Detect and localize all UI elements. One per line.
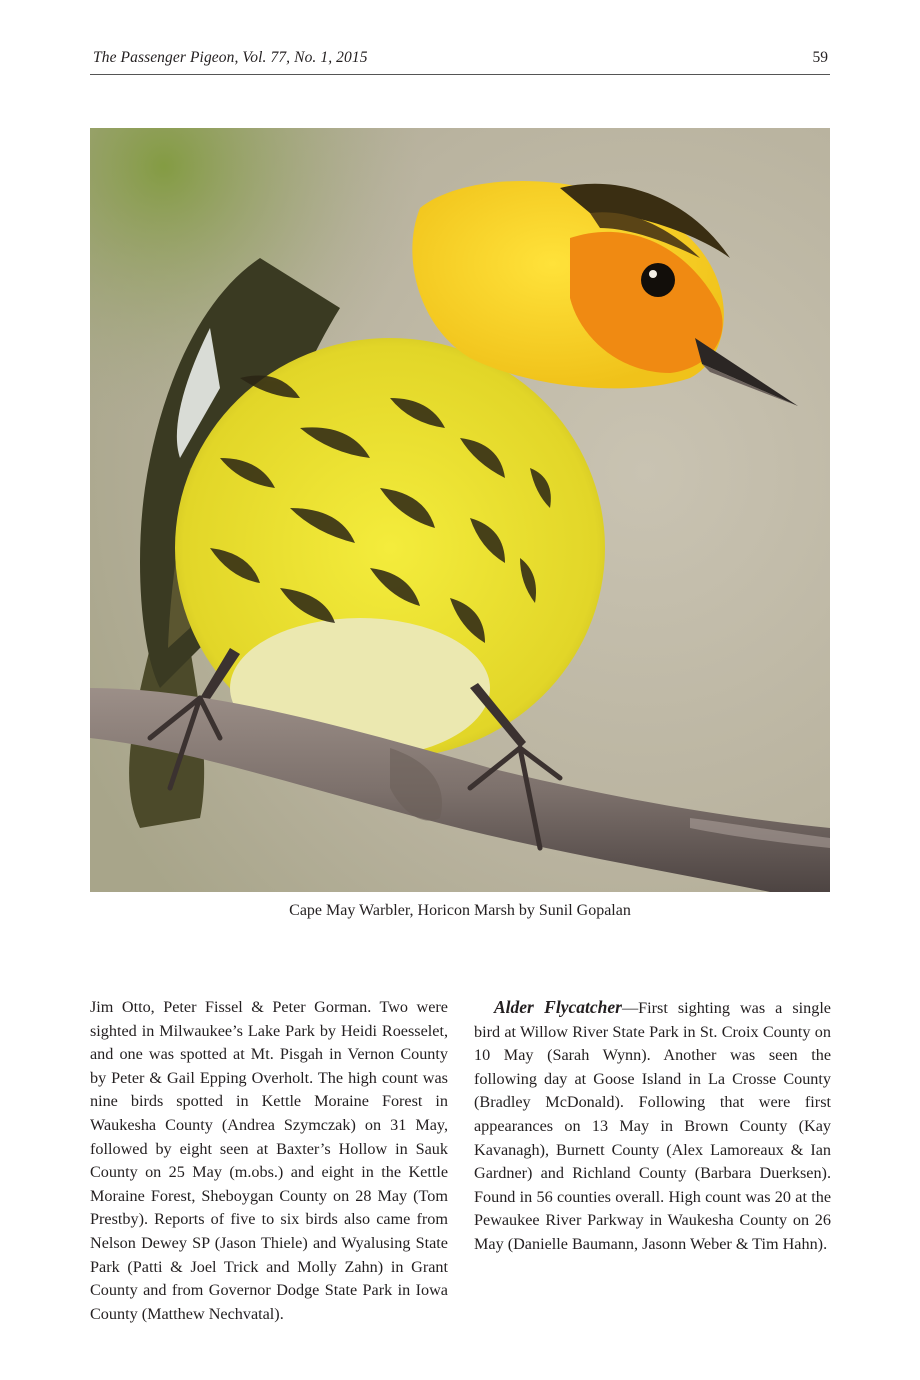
journal-title: The Passenger Pigeon, Vol. 77, No. 1, 2015 <box>93 49 368 66</box>
running-head <box>90 48 830 75</box>
figure-caption: Cape May Warbler, Horicon Marsh by Sunil Gopalan <box>289 902 631 919</box>
right-column <box>474 996 831 1257</box>
warbler-photo <box>90 128 830 892</box>
species-account-text: —First sighting was a single bird at Willow River State Park in St. Croix County on 10 May (Sarah Wynn). Another was seen the following day at Goose Island in La Crosse County (Bradley McDonald). Following that were first appearances on 13 May in Brown County (Kay Kavanagh), Burnett County (Alex Lamoreaux & Ian Gardner) and Richland County (Barbara Duerksen). Found in 56 counties overall. High count was 20 at the Pewaukee River Parkway in Waukesha County on 26 May (Danielle Baumann, Jasonn Weber & Tim Hahn). <box>474 999 831 1253</box>
page-number: 59 <box>812 49 828 66</box>
alder-flycatcher-paragraph <box>474 996 831 1257</box>
left-column-paragraph: Jim Otto, Peter Fissel & Peter Gorman. Two were sighted in Milwaukee’s Lake Park by Heidi Roesselet, and one was spotted at Mt. Pisgah in Vernon County by Peter & Gail Epping Overholt. The high count was nine birds spotted in Kettle Moraine Forest in Waukesha County (Andrea Szymczak) on 31 May, followed by eight seen at Baxter’s Hollow in Sauk County on 25 May (m.obs.) and eight in the Kettle Moraine Forest, Sheboygan County on 28 May (Tom Prestby). Reports of five to six birds also came from Nelson Dewey SP (Jason Thiele) and Wyalusing State Park (Patti & Joel Trick and Molly Zahn) in Grant County and from Governor Dodge State Park in Iowa County (Matthew Nechvatal). <box>90 998 448 1323</box>
left-column <box>90 996 448 1326</box>
species-heading: Alder Flycatcher <box>494 997 622 1017</box>
